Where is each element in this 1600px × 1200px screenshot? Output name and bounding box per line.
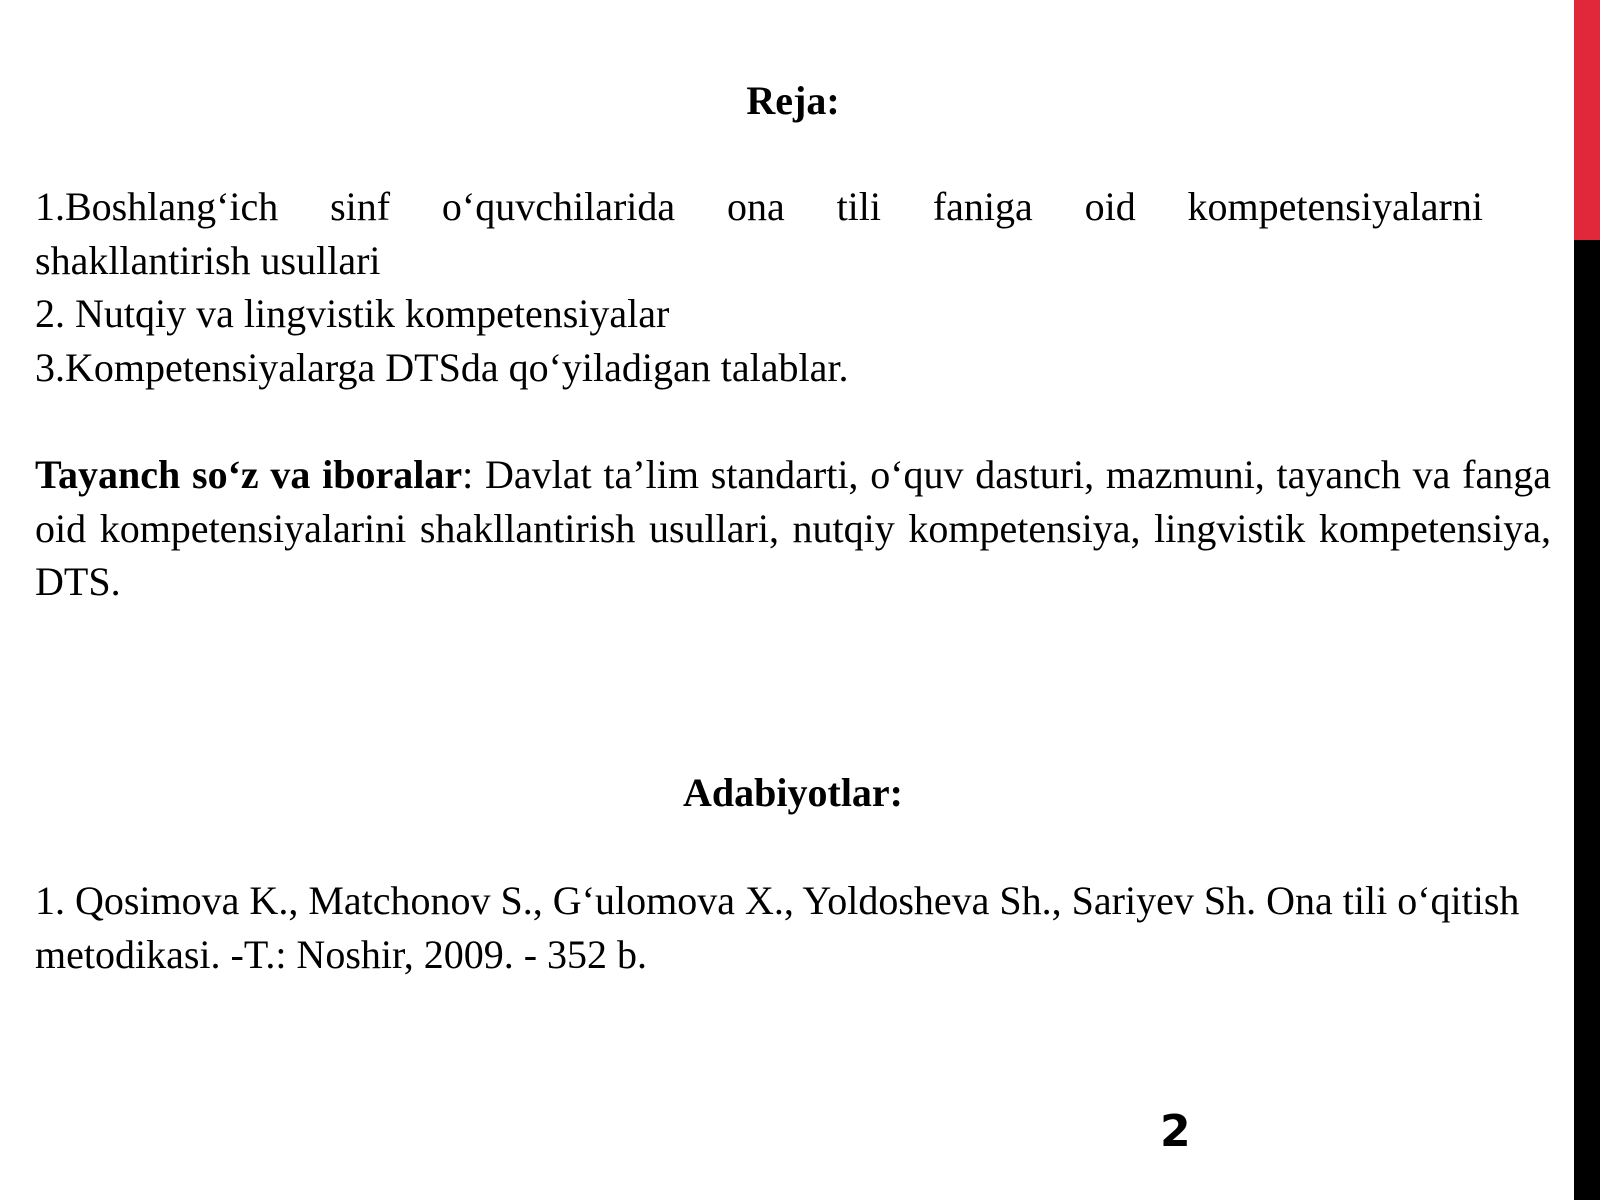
keywords-paragraph [35, 448, 1551, 609]
references-list [35, 874, 1541, 981]
reference-item-1: 1. Qosimova K., Matchonov S., G‘ulomova X., Yoldosheva Sh., Sariyev Sh. Ona tili o‘qitish metodikasi. -T.: Noshir, 2009. - 352 b. [35, 878, 1520, 977]
keywords-text: Davlat ta’lim standarti, o‘quv dasturi, mazmuni, tayanch va fanga oid kompetensiyalarini shakllantirish usullari, nutqiy kompetensiya, lingvistik kompetensiya, DTS. [35, 452, 1551, 604]
plan-item-1-line-1: 1.Boshlang‘ich sinf o‘quvchilarida ona tili faniga oid kompetensiyalarni [35, 184, 1483, 229]
plan-heading: Reja: [746, 78, 840, 123]
plan-list [35, 180, 1483, 394]
side-accent-bar-black [1574, 240, 1600, 1200]
page-number: 2 [1160, 1106, 1191, 1157]
plan-item-1 [35, 180, 1483, 287]
plan-item-3: 3.Kompetensiyalarga DTSda qo‘yiladigan talablar. [35, 344, 849, 390]
side-accent-bar [1574, 0, 1600, 1200]
plan-item-1-line-2: shakllantirish usullari [35, 237, 381, 283]
plan-item-2: 2. Nutqiy va lingvistik kompetensiyalar [35, 291, 670, 336]
references-heading: Adabiyotlar: [683, 770, 903, 815]
keywords-label: Tayanch so‘z va iboralar [35, 452, 463, 497]
keywords-separator: : [462, 452, 486, 497]
